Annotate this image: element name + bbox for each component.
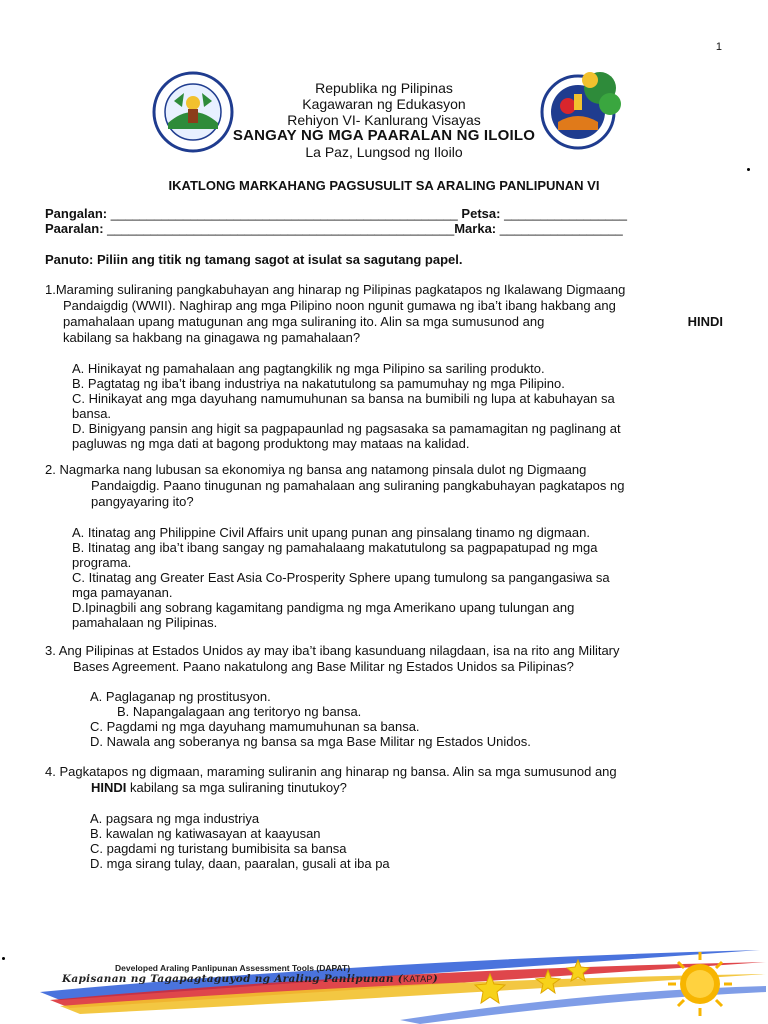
option-b[interactable]: B. Pagtatag ng iba’t ibang industriya na nakatutulong sa pamumuhay ng mga Pilipino. <box>72 376 565 391</box>
option-b-cont: programa. <box>72 555 132 570</box>
header-location: La Paz, Lungsod ng Iloilo <box>305 144 463 160</box>
option-d[interactable]: D.Ipinagbili ang sobrang kagamitang pandigma ng mga Amerikano upang tulungan ang <box>72 600 575 615</box>
name-label: Pangalan: <box>45 206 108 221</box>
date-label: Petsa: <box>461 206 501 221</box>
stem-line: Bases Agreement. Paano nakatulong ang Base Militar ng Estados Unidos sa Pilipinas? <box>73 659 574 674</box>
question-3 <box>45 643 723 749</box>
question-stem <box>45 643 723 675</box>
question-1 <box>45 282 723 451</box>
footer-script-text: Kapisanan ng Tagapagtaguyod ng Araling Panlipunan ( <box>62 973 404 985</box>
option-a[interactable]: A. Paglaganap ng prostitusyon. <box>90 689 271 704</box>
stem-text: pamahalaan upang matugunan ang mga suliraning ito. Alin sa mga sumusunod ang <box>63 314 545 329</box>
stem-text: kabilang sa mga suliraning tinutukoy? <box>130 780 347 795</box>
stem-line: 1.Maraming suliraning pangkabuhayan ang hinarap ng Pilipinas pagkatapos ng Ikalawang Digmaang <box>45 282 626 297</box>
stem-line: kabilang sa hakbang na ginagawa ng pamahalaan? <box>63 330 361 345</box>
answer-options <box>45 525 723 630</box>
page-number: 1 <box>715 41 722 53</box>
option-c-cont: bansa. <box>72 406 112 421</box>
sun-icon <box>668 952 732 1016</box>
option-d-cont: pamahalaan ng Pilipinas. <box>72 615 218 630</box>
footer-abbr: KATAP <box>403 974 433 984</box>
stem-emphasis: HINDI <box>91 780 127 795</box>
header-republic: Republika ng Pilipinas <box>315 80 453 96</box>
question-stem <box>45 764 723 796</box>
letterhead <box>0 80 768 160</box>
question-stem <box>45 462 723 510</box>
option-b[interactable]: B. Napangalagaan ang teritoryo ng bansa. <box>117 704 362 719</box>
option-b[interactable]: B. kawalan ng katiwasayan at kaayusan <box>90 826 321 841</box>
header-department: Kagawaran ng Edukasyon <box>302 96 466 112</box>
stem-line: Pandaigdig (WWII). Naghirap ang mga Pilipino noon ngunit gumawa ng iba’t ibang hakbang ang <box>63 298 616 313</box>
option-c[interactable]: C. Itinatag ang Greater East Asia Co-Prosperity Sphere upang tumulong sa pangangasiwa sa <box>72 570 610 585</box>
option-c[interactable]: C. pagdami ng turistang bumibisita sa bansa <box>90 841 347 856</box>
footer-close: ) <box>432 973 438 985</box>
option-d[interactable]: D. mga sirang tulay, daan, paaralan, gusali at iba pa <box>90 856 390 871</box>
question-stem <box>45 282 723 346</box>
score-line[interactable]: _________________ <box>499 221 623 236</box>
option-d-cont: pagluwas ng mga dati at bagong produktong may mataas na kalidad. <box>72 436 470 451</box>
score-label: Marka: <box>454 221 497 236</box>
name-date-row <box>45 206 735 221</box>
option-a[interactable]: A. Itinatag ang Philippine Civil Affairs unit upang punan ang pinsalang tinamo ng digmaan. <box>72 525 590 540</box>
stray-dot <box>747 168 750 171</box>
question-4 <box>45 764 723 871</box>
stem-line: Pandaigdig. Paano tinugunan ng pamahalaan ang suliraning pangkabuhayan pagkatapos ng <box>91 478 625 493</box>
stem-emphasis: HINDI <box>687 314 723 329</box>
directions: Panuto: Piliin ang titik ng tamang sagot at isulat sa sagutang papel. <box>45 252 463 267</box>
stem-line: 2. Nagmarka nang lubusan sa ekonomiya ng bansa ang natamong pinsala dulot ng Digmaang <box>45 462 587 477</box>
header-region: Rehiyon VI- Kanlurang Visayas <box>287 112 481 128</box>
answer-options <box>45 811 723 871</box>
footer-line2 <box>62 973 438 985</box>
question-2 <box>45 462 723 630</box>
option-c-cont: mga pamayanan. <box>72 585 173 600</box>
stem-line: 3. Ang Pilipinas at Estados Unidos ay may iba’t ibang kasunduang nilagdaan, isa na rito ang Military <box>45 643 620 658</box>
stray-dot <box>2 957 5 960</box>
stem-line <box>45 780 723 796</box>
student-fields <box>45 206 735 236</box>
option-c[interactable]: C. Hinikayat ang mga dayuhang namumuhunan sa bansa na bumibili ng lupa at kabuhayan sa <box>72 391 615 406</box>
school-score-row <box>45 221 735 236</box>
school-label: Paaralan: <box>45 221 104 236</box>
option-a[interactable]: A. pagsara ng mga industriya <box>90 811 260 826</box>
header-division: SANGAY NG MGA PAARALAN NG ILOILO <box>232 127 536 144</box>
name-line[interactable]: ________________________________________________ <box>110 206 458 221</box>
option-d[interactable]: D. Nawala ang soberanya ng bansa sa mga Base Militar ng Estados Unidos. <box>90 734 531 749</box>
stem-line: 4. Pagkatapos ng digmaan, maraming suliranin ang hinarap ng bansa. Alin sa mga sumusunod ang <box>45 764 617 779</box>
answer-options <box>45 361 723 451</box>
school-line[interactable]: ________________________________________________ <box>107 221 455 236</box>
option-b[interactable]: B. Itinatag ang iba’t ibang sangay ng pamahalaang makatutulong sa pagpapatupad ng mga <box>72 540 598 555</box>
date-line[interactable]: _________________ <box>504 206 627 221</box>
stem-line: pangyayaring ito? <box>91 494 194 509</box>
exam-title: IKATLONG MARKAHANG PAGSUSULIT SA ARALING PANLIPUNAN VI <box>168 178 600 193</box>
footer-line1: Developed Araling Panlipunan Assessment Tools (DAPAT) <box>115 963 351 973</box>
stem-line <box>45 314 723 330</box>
option-c[interactable]: C. Pagdami ng mga dayuhang mamumuhunan sa bansa. <box>90 719 420 734</box>
option-d[interactable]: D. Binigyang pansin ang higit sa pagpapaunlad ng pagsasaka sa pamamagitan ng paglinang at <box>72 421 621 436</box>
option-a[interactable]: A. Hinikayat ng pamahalaan ang pagtangkilik ng mga Pilipino sa sariling produkto. <box>72 361 545 376</box>
answer-options <box>45 689 723 749</box>
